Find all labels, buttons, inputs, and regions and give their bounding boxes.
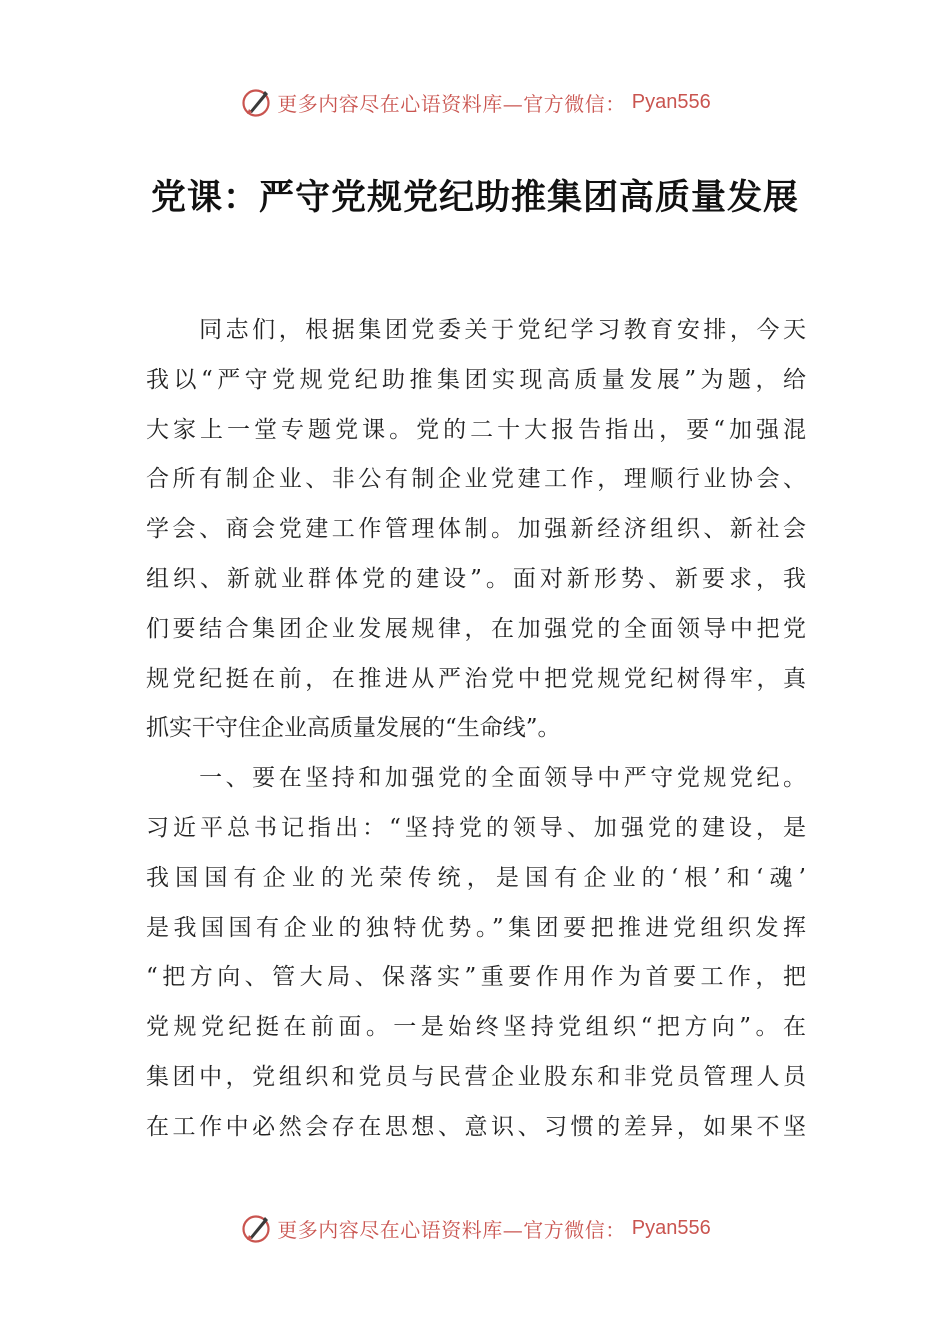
header-banner-text: 更多内容尽在心语资料库—官方微信： xyxy=(277,91,626,116)
body-line: 党规党纪挺在前面。一是始终坚持党组织“把方向”。在 xyxy=(146,1014,806,1041)
footer-banner xyxy=(0,1206,950,1250)
footer-banner-text: 更多内容尽在心语资料库—官方微信： xyxy=(277,1217,626,1242)
body-line: 同志们，根据集团党委关于党纪学习教育安排，今天 xyxy=(146,317,806,343)
body-line: 规党纪挺在前，在推进从严治党中把党规党纪树得牢，真 xyxy=(146,665,806,692)
body-line: 是我国国有企业的独特优势。”集团要把推进党组织发挥 xyxy=(146,914,806,941)
document-title: 党课：严守党规党纪助推集团高质量发展 xyxy=(150,177,799,218)
body-line: 们要结合集团企业发展规律，在加强党的全面领导中把党 xyxy=(146,615,806,642)
quill-pen-logo-icon xyxy=(239,85,273,119)
quill-pen-logo-icon xyxy=(239,1211,273,1245)
body-line: “把方向、管大局、保落实”重要作用作为首要工作，把 xyxy=(146,964,806,991)
body-line: 一、要在坚持和加强党的全面领导中严守党规党纪。 xyxy=(146,765,806,792)
footer-wechat-id: Pyan556 xyxy=(631,1216,711,1239)
body-line: 我国国有企业的光荣传统，是国有企业的‘根’和‘魂’ xyxy=(146,864,806,891)
body-line: 合所有制企业、非公有制企业党建工作，理顺行业协会、 xyxy=(146,466,806,493)
body-line: 在工作中必然会存在思想、意识、习惯的差异，如果不坚 xyxy=(146,1113,806,1140)
body-line: 大家上一堂专题党课。党的二十大报告指出，要“加强混 xyxy=(146,416,806,443)
body-line: 组织、新就业群体党的建设”。面对新形势、新要求，我 xyxy=(146,565,806,592)
body-line: 集团中，党组织和党员与民营企业股东和非党员管理人员 xyxy=(146,1063,806,1090)
header-banner xyxy=(0,80,950,124)
body-line: 抓实干守住企业高质量发展的“生命线”。 xyxy=(146,715,561,742)
body-line: 学会、商会党建工作管理体制。加强新经济组织、新社会 xyxy=(146,516,806,543)
header-wechat-id: Pyan556 xyxy=(631,90,711,113)
body-line: 习近平总书记指出：“坚持党的领导、加强党的建设，是 xyxy=(146,814,806,841)
body-line: 我以“严守党规党纪助推集团实现高质量发展”为题，给 xyxy=(146,366,806,393)
document-body xyxy=(146,306,806,1153)
